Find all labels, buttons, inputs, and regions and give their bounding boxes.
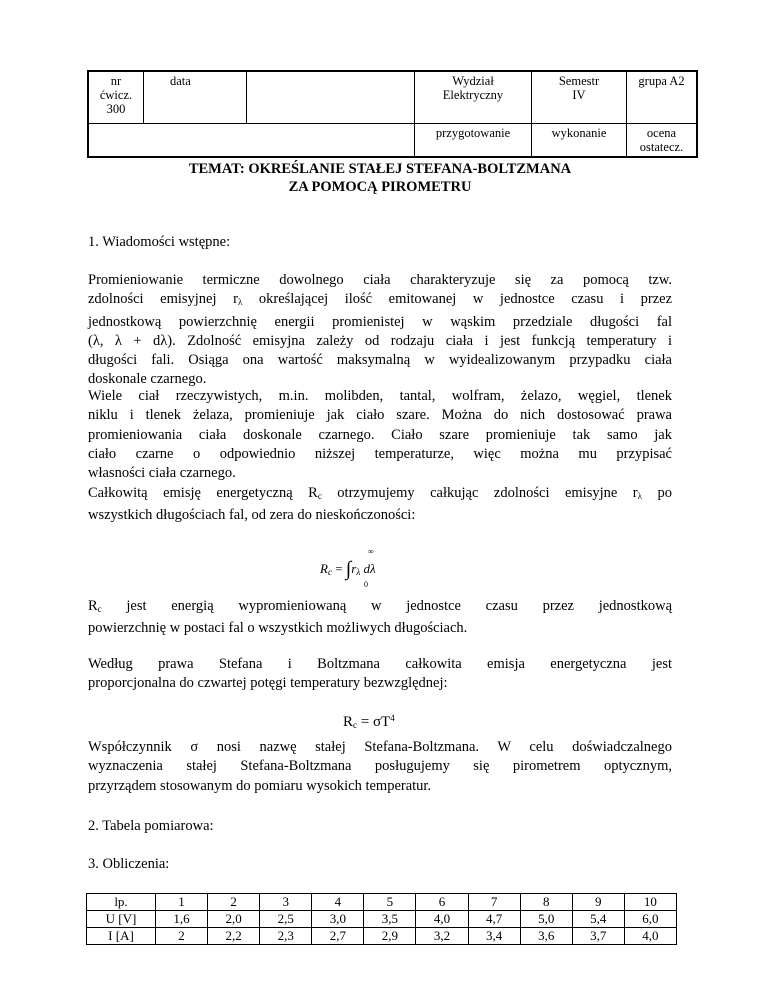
measurement-table bbox=[86, 893, 677, 945]
section-3-heading: 3. Obliczenia: bbox=[88, 856, 170, 872]
table-cell: 4,0 bbox=[624, 928, 676, 945]
table-cell: 3,4 bbox=[468, 928, 520, 945]
column-header: 2 bbox=[208, 894, 260, 911]
table-header-row bbox=[87, 894, 677, 911]
execution-label: wykonanie bbox=[551, 126, 607, 140]
final-grade-cell bbox=[627, 124, 698, 158]
paragraph-1: Promieniowanie termiczne dowolnego ciała charakteryzuje się za pomocą tzw. zdolności emisyjnej $r_\lambda$ określającej ilość emitowanej w jednostce czasu i przez jednostkową powierzchnię energii promienistej w wąskim przedziale długości fal (λ, λ + dλ). Zdolność emisyjna zależy od rodzaju ciała i jest funkcją temperatury i długości fali. Osiąga ona wartość maksymalną w wyidealizowanym przypadku ciała doskonale czarnego. bbox=[88, 272, 673, 388]
nr-label: nr bbox=[110, 74, 122, 88]
paragraph-5: Według prawa Stefana i Boltzmana całkowita emisja energetyczna jest proporcjonalna do czwartej potęgi temperatury bezwzględnej: bbox=[88, 656, 672, 692]
table-cell: 2 bbox=[156, 928, 208, 945]
table-cell: 3,2 bbox=[416, 928, 468, 945]
integral-formula: $R_c$ = ∫ ∞ 0 $r_\lambda$ dλ bbox=[320, 547, 376, 589]
section-2-heading: 2. Tabela pomiarowa: bbox=[88, 818, 214, 834]
paragraph-6: Współczynnik σ nosi nazwę stałej Stefana-Boltzmana. W celu doświadczalnego wyznaczenia stałej Stefana-Boltzmana posługujemy się pirometrem optycznym, przyrządem stosowanym do pomiaru wysokich temperatur. bbox=[88, 739, 672, 794]
table-cell: 4,0 bbox=[416, 911, 468, 928]
table-cell: 3,5 bbox=[364, 911, 416, 928]
table-cell: 5,0 bbox=[520, 911, 572, 928]
preparation-cell bbox=[415, 124, 532, 158]
table-cell: 3,6 bbox=[520, 928, 572, 945]
faculty-label: Wydział bbox=[452, 74, 494, 88]
table-cell: 6,0 bbox=[624, 911, 676, 928]
row-label: U [V] bbox=[87, 911, 156, 928]
cwicz-label: ćwicz. bbox=[99, 88, 133, 102]
column-header: 1 bbox=[156, 894, 208, 911]
signature-blank-cell bbox=[88, 124, 415, 158]
table-cell: 5,4 bbox=[572, 911, 624, 928]
semester-cell bbox=[532, 71, 627, 124]
group-cell bbox=[627, 71, 698, 124]
paragraph-4: $R_c$ jest energią wypromieniowaną w jednostce czasu przez jednostkową powierzchnię w postaci fal o wszystkich możliwych długościach. bbox=[88, 598, 672, 637]
column-header: 7 bbox=[468, 894, 520, 911]
table-cell: 1,6 bbox=[156, 911, 208, 928]
stefan-boltzmann-formula: $R_c = \sigma T^4$ bbox=[343, 713, 395, 730]
title-line-1: TEMAT: OKREŚLANIE STAŁEJ STEFANA-BOLTZMANA bbox=[188, 161, 572, 177]
column-header: 9 bbox=[572, 894, 624, 911]
date-label: data bbox=[170, 74, 191, 88]
table-cell: 3,7 bbox=[572, 928, 624, 945]
preparation-label: przygotowanie bbox=[435, 126, 511, 140]
integral-lower-limit: 0 bbox=[364, 580, 368, 589]
column-header: 10 bbox=[624, 894, 676, 911]
execution-cell bbox=[532, 124, 627, 158]
table-cell: 2,5 bbox=[260, 911, 312, 928]
exercise-number: 300 bbox=[106, 102, 126, 116]
integral-upper-limit: ∞ bbox=[368, 547, 374, 556]
table-row bbox=[87, 928, 677, 945]
faculty-value: Elektryczny bbox=[442, 88, 504, 102]
paragraph-3: Całkowitą emisję energetyczną $R_c$ otrzymujemy całkując zdolności emisyjne $r_\lambda$ po wszystkich długościach fal, od zera do nieskończoności: bbox=[88, 485, 673, 524]
table-header-cell: lp. bbox=[87, 894, 156, 911]
integral-sign: ∫ bbox=[345, 558, 352, 580]
column-header: 5 bbox=[364, 894, 416, 911]
column-header: 3 bbox=[260, 894, 312, 911]
table-row bbox=[87, 911, 677, 928]
column-header: 4 bbox=[312, 894, 364, 911]
table-cell: 2,3 bbox=[260, 928, 312, 945]
table-cell: 2,2 bbox=[208, 928, 260, 945]
header-table bbox=[87, 70, 698, 158]
table-cell: 2,0 bbox=[208, 911, 260, 928]
row-label: I [A] bbox=[87, 928, 156, 945]
column-header: 6 bbox=[416, 894, 468, 911]
exercise-number-cell bbox=[88, 71, 144, 124]
table-cell: 3,0 bbox=[312, 911, 364, 928]
column-header: 8 bbox=[520, 894, 572, 911]
table-cell: 2,9 bbox=[364, 928, 416, 945]
paragraph-2: Wiele ciał rzeczywistych, m.in. molibden, tantal, wolfram, żelazo, węgiel, tlenek niklu i tlenek żelaza, promieniuje jak ciało szare. Można do nich dostosować prawa promieniowania ciała doskonale czarnego. Ciało szare promieniuje tak samo jak ciało czarne o odpowiednio niższej temperaturze, więc można mu przypisać własności ciała czarnego. bbox=[88, 388, 672, 482]
title-line-2: ZA POMOCĄ PIROMETRU bbox=[288, 179, 472, 195]
semester-value: IV bbox=[572, 88, 586, 102]
faculty-cell bbox=[415, 71, 532, 124]
final-grade-label: ocena ostatecz. bbox=[639, 126, 684, 154]
semester-label: Semestr bbox=[558, 74, 600, 88]
section-1-heading: 1. Wiadomości wstępne: bbox=[88, 234, 231, 250]
empty-cell bbox=[247, 71, 415, 124]
group-label: grupa A2 bbox=[638, 74, 685, 88]
table-cell: 2,7 bbox=[312, 928, 364, 945]
table-cell: 4,7 bbox=[468, 911, 520, 928]
date-cell bbox=[144, 71, 247, 124]
page-title bbox=[0, 160, 760, 196]
